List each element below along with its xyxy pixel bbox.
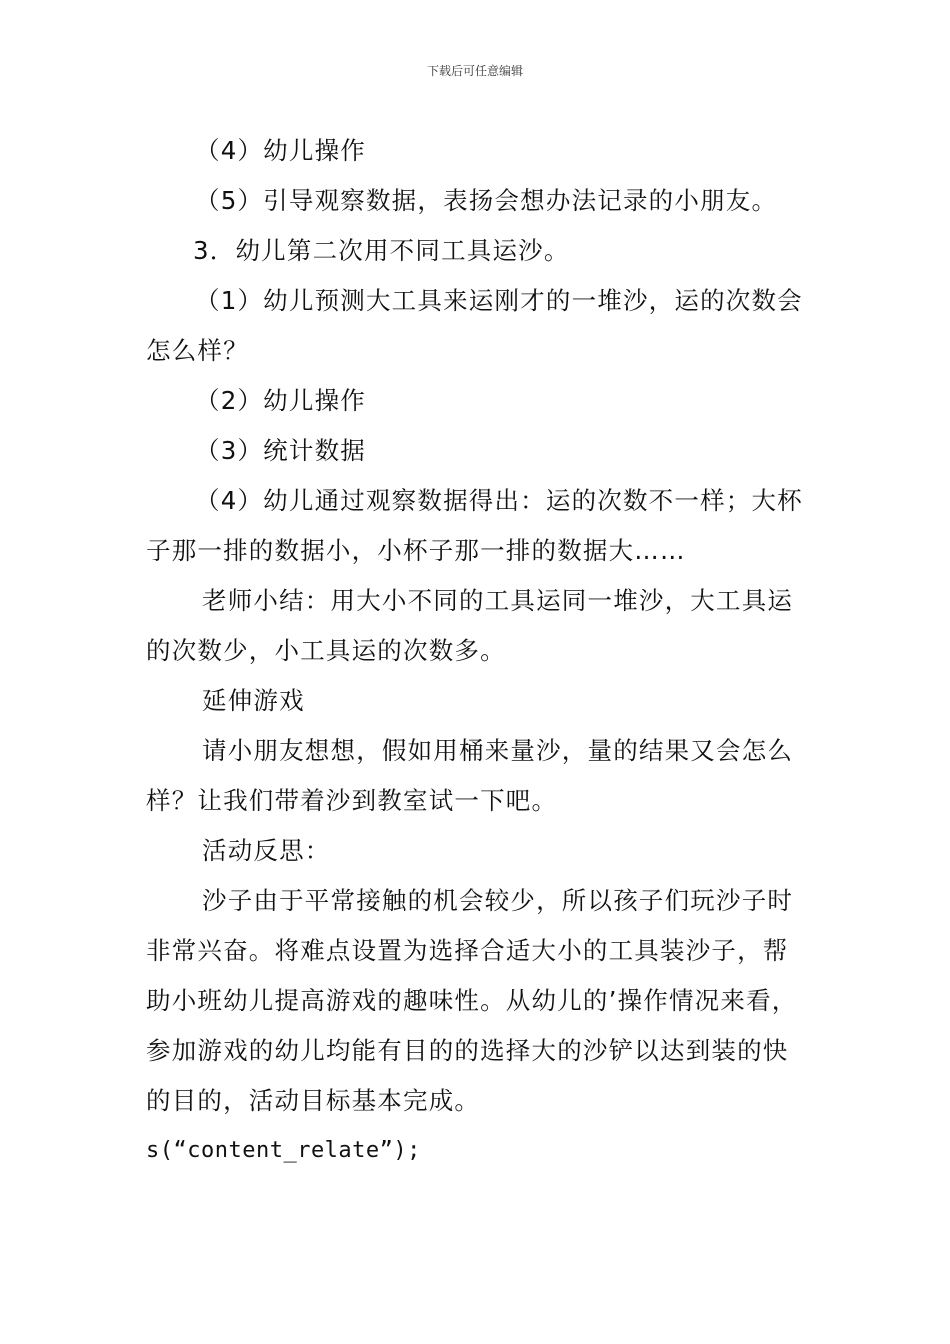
paragraph-line: 非常兴奋。将难点设置为选择合适大小的工具装沙子，帮 [146, 936, 789, 965]
paragraph-line: 沙子由于平常接触的机会较少，所以孩子们玩沙子时 [202, 886, 794, 915]
paragraph-line: 样？让我们带着沙到教室试一下吧。 [146, 786, 558, 815]
paragraph-line: （1）幼儿预测大工具来运刚才的一堆沙，运的次数会 [195, 286, 803, 315]
paragraph-line: 怎么样？ [146, 336, 249, 365]
paragraph-line: 子那一排的数据小，小杯子那一排的数据大…… [146, 536, 686, 565]
paragraph-line: 3．幼儿第二次用不同工具运沙。 [193, 236, 570, 265]
paragraph-line: （3）统计数据 [195, 436, 366, 465]
paragraph-line: （4）幼儿操作 [195, 136, 366, 165]
paragraph-line: （4）幼儿通过观察数据得出：运的次数不一样；大杯 [195, 486, 803, 515]
paragraph-line: 请小朋友想想，假如用桶来量沙，量的结果又会怎么 [202, 736, 794, 765]
paragraph-line: 的目的，活动目标基本完成。 [146, 1086, 481, 1115]
paragraph-line: 的次数少，小工具运的次数多。 [146, 636, 506, 665]
section-heading: 延伸游戏 [202, 686, 305, 715]
page-header: 下载后可任意编辑 [426, 64, 523, 78]
section-heading: 活动反思： [202, 836, 331, 865]
paragraph-line: （2）幼儿操作 [195, 386, 366, 415]
document-body [146, 126, 812, 1176]
paragraph-line: （5）引导观察数据，表扬会想办法记录的小朋友。 [195, 186, 778, 215]
code-line: s(“content_relate”); [146, 1138, 421, 1163]
paragraph-line: 助小班幼儿提高游戏的趣味性。从幼儿的’操作情况来看， [146, 986, 798, 1015]
paragraph-line: 老师小结：用大小不同的工具运同一堆沙，大工具运 [202, 586, 794, 615]
paragraph-line: 参加游戏的幼儿均能有目的的选择大的沙铲以达到装的快 [146, 1036, 789, 1065]
